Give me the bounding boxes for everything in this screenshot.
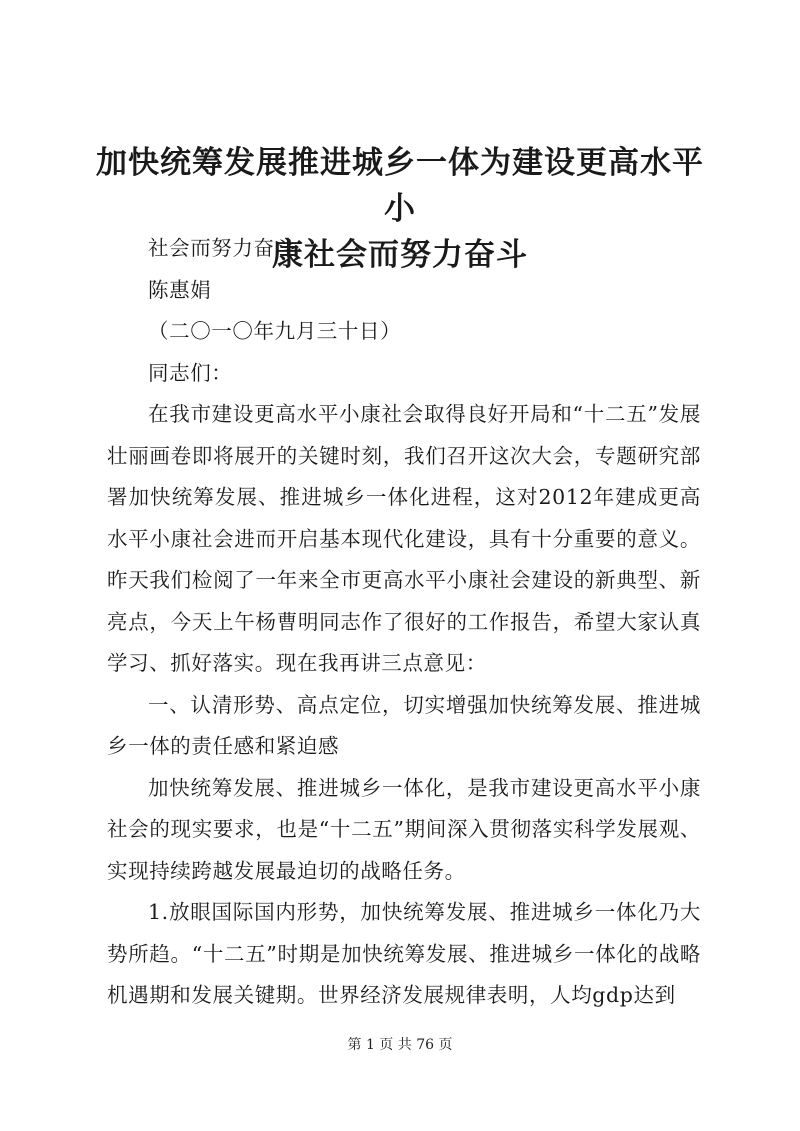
title-line-1: 加快统筹发展推进城乡一体为建设更高水平小 <box>96 145 704 227</box>
paragraph: 在我市建设更高水平小康社会取得良好开局和“十二五”发展壮丽画卷即将展开的关键时刻，我们召开这次大会，专题研究部署加快统筹发展、推进城乡一体化进程，这对2012年建成更高水平小康社会进而开启基本现代化建设，具有十分重要的意义。昨天我们检阅了一年来全市更高水平小康社会建设的新典型、新亮点，今天上午杨曹明同志作了很好的工作报告，希望大家认真学习、抓好落实。现在我再讲三点意见： <box>107 402 701 675</box>
paragraph: 加快统筹发展、推进城乡一体化，是我市建设更高水平小康社会的现实要求，也是“十二五”期间深入贯彻落实科学发展观、实现持续跨越发展最迫切的战略任务。 <box>107 775 701 883</box>
date-line: （二〇一〇年九月三十日） <box>148 319 402 343</box>
author: 陈惠娟 <box>148 277 212 302</box>
title-line-2: 康社会而努力奋斗 <box>272 237 528 273</box>
section-heading: 一、认清形势、高点定位，切实增强加快统筹发展、推进城乡一体的责任感和紧迫感 <box>107 692 701 758</box>
page-number: 第 1 页 共 76 页 <box>347 1037 453 1053</box>
document-body <box>107 228 701 1017</box>
subtitle: 社会而努力奋斗 <box>148 236 296 260</box>
paragraph: 1.放眼国际国内形势，加快统筹发展、推进城乡一体化乃大势所趋。“十二五”时期是加快统筹发展、推进城乡一体化的战略机遇期和发展关键期。世界经济发展规律表明，人均gdp达到 <box>107 900 701 1007</box>
salutation: 同志们： <box>148 360 233 385</box>
